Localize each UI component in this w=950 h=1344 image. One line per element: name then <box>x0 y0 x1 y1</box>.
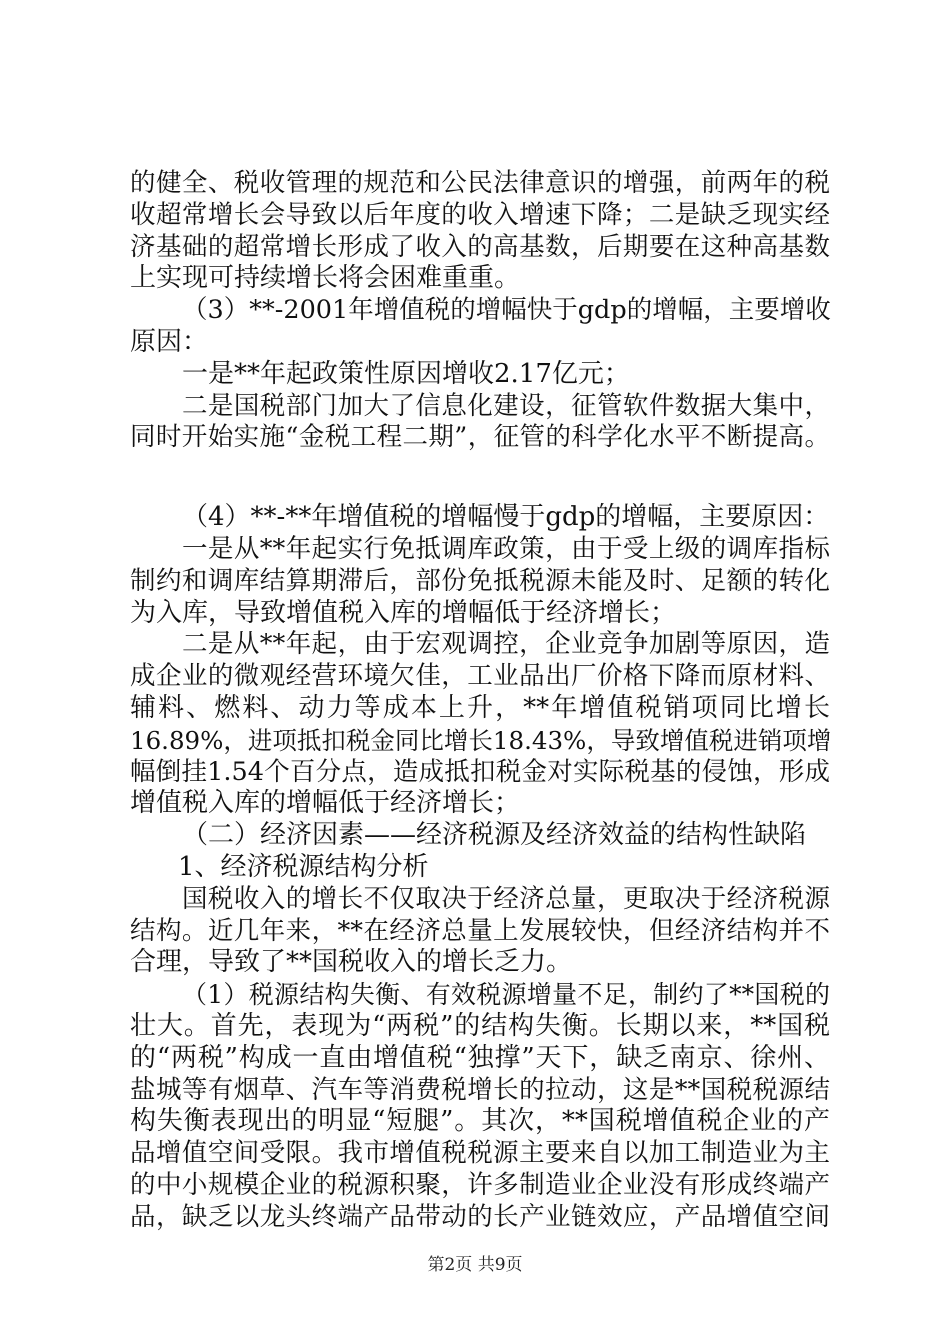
text-line: 原因： <box>130 326 209 357</box>
text-line: （1）税源结构失衡、有效税源增量不足，制约了**国税的 <box>182 980 830 1010</box>
text-line: 国税收入的增长不仅取决于经济总量，更取决于经济税源 <box>182 883 830 914</box>
text-line: 济基础的超常增长形成了收入的高基数，后期要在这种高基数 <box>130 231 830 262</box>
text-line: 一是从**年起实行免抵调库政策，由于受上级的调库指标 <box>182 533 830 564</box>
text-line: 的健全、税收管理的规范和公民法律意识的增强，前两年的税 <box>130 168 830 198</box>
text-line: 二是从**年起，由于宏观调控，企业竞争加剧等原因，造 <box>182 629 830 660</box>
text-line: 壮大。首先，表现为“两税”的结构失衡。长期以来，**国税 <box>130 1010 830 1041</box>
text-line: 收超常增长会导致以后年度的收入增速下降；二是缺乏现实经 <box>130 199 830 230</box>
paragraph-5 <box>130 502 830 534</box>
paragraph-1 <box>130 168 830 295</box>
subsection-heading <box>130 852 830 884</box>
document-body <box>130 168 830 1234</box>
text-line: 幅倒挂1.54个百分点，造成抵扣税金对实际税基的侵蚀，形成 <box>130 756 830 787</box>
text-line: 成企业的微观经营环境欠佳，工业品出厂价格下降而原材料、 <box>130 661 830 692</box>
text-line: （3）**-2001年增值税的增幅快于gdp的增幅，主要增收 <box>182 295 831 326</box>
paragraph-7 <box>130 629 830 820</box>
section-heading <box>130 820 830 852</box>
heading-text: （二）经济因素——经济税源及经济效益的结构性缺陷 <box>182 820 807 851</box>
paragraph-2 <box>130 295 830 359</box>
text-line: 同时开始实施“金税工程二期”，征管的科学化水平不断提高。 <box>130 422 830 453</box>
text-line: 16.89%，进项抵扣税金同比增长18.43%，导致增值税进销项增 <box>130 725 832 755</box>
text-line: 为入库，导致增值税入库的增幅低于经济增长； <box>130 597 677 628</box>
page-number-footer: 第2页 共9页 <box>427 1255 523 1275</box>
paragraph-9 <box>130 979 830 1233</box>
text-line: 制约和调库结算期滞后，部份免抵税源未能及时、足额的转化 <box>130 565 830 596</box>
text-line: 上实现可持续增长将会困难重重。 <box>130 263 521 294</box>
text-line: 辅料、燃料、动力等成本上升，**年增值税销项同比增长 <box>130 692 830 723</box>
paragraph-3 <box>130 359 830 391</box>
text-line: 结构。近几年来，**在经济总量上发展较快，但经济结构并不 <box>130 915 830 946</box>
text-line: 盐城等有烟草、汽车等消费税增长的拉动，这是**国税税源结 <box>130 1074 830 1105</box>
text-line: 的“两税”构成一直由增值税“独撑”天下，缺乏南京、徐州、 <box>130 1042 830 1073</box>
text-line: 品，缺乏以龙头终端产品带动的长产业链效应，产品增值空间 <box>130 1201 830 1232</box>
text-line: 构失衡表现出的明显“短腿”。其次，**国税增值税企业的产 <box>130 1106 830 1137</box>
paragraph-4 <box>130 391 830 455</box>
text-line: 一是**年起政策性原因增收2.17亿元； <box>182 358 630 389</box>
text-line: 的中小规模企业的税源积聚，许多制造业企业没有形成终端产 <box>130 1169 830 1200</box>
text-line: 二是国税部门加大了信息化建设，征管软件数据大集中， <box>182 390 830 421</box>
heading-text: 1、经济税源结构分析 <box>178 851 429 882</box>
paragraph-gap <box>130 454 830 502</box>
text-line: 品增值空间受限。我市增值税税源主要来自以加工制造业为主 <box>130 1138 830 1169</box>
paragraph-8 <box>130 884 830 979</box>
text-line: 合理，导致了**国税收入的增长乏力。 <box>130 947 573 978</box>
paragraph-6 <box>130 534 830 629</box>
text-line: 增值税入库的增幅低于经济增长； <box>130 788 521 819</box>
text-line: （4）**-**年增值税的增幅慢于gdp的增幅，主要原因： <box>182 502 830 533</box>
